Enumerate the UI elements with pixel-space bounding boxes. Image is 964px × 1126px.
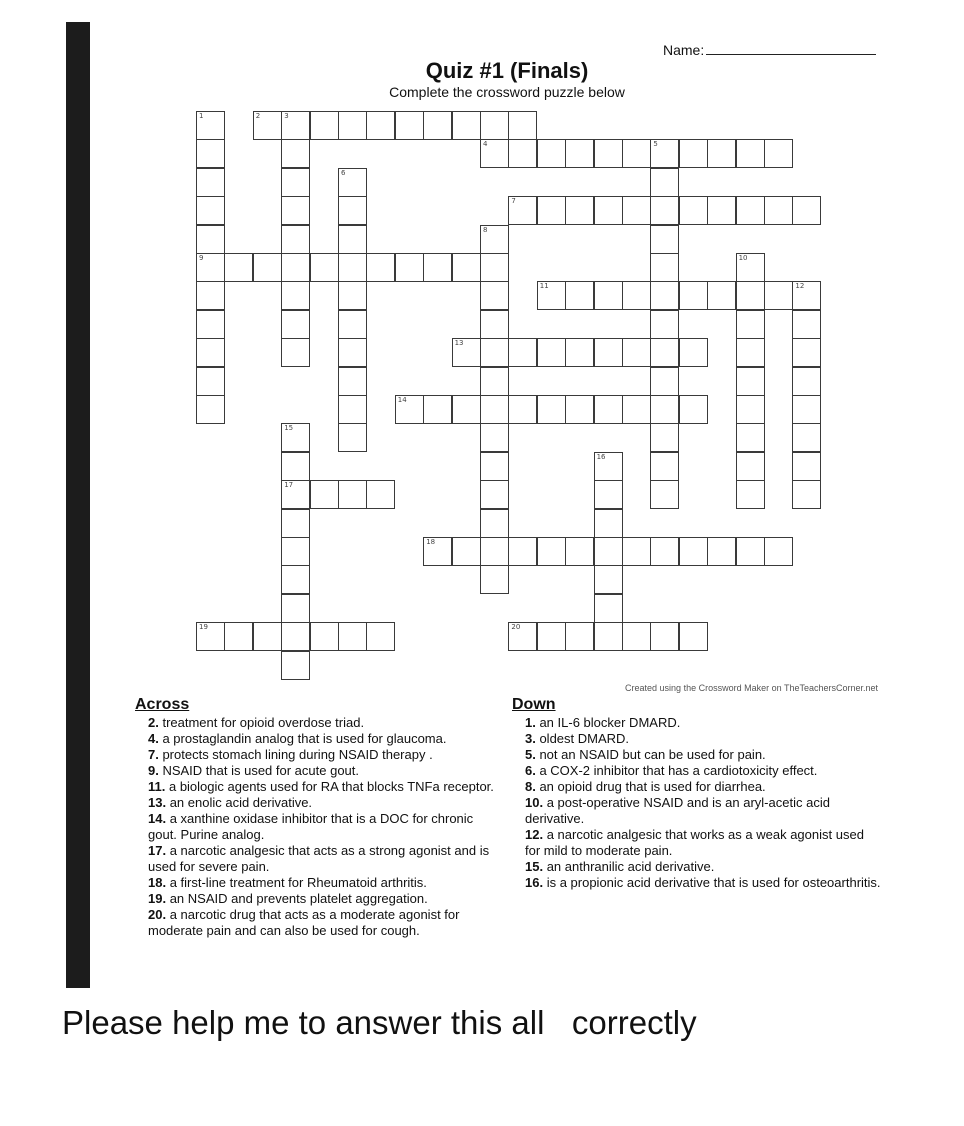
crossword-cell[interactable]	[565, 139, 594, 168]
crossword-cell[interactable]	[679, 196, 708, 225]
crossword-cell[interactable]	[338, 310, 367, 339]
crossword-cell[interactable]	[338, 196, 367, 225]
crossword-cell[interactable]	[480, 338, 509, 367]
crossword-cell[interactable]	[594, 480, 623, 509]
crossword-cell[interactable]	[594, 139, 623, 168]
down-clue-10: 10. a post-operative NSAID and is an aryl-acetic acid derivative.	[525, 795, 830, 826]
crossword-cell[interactable]	[480, 139, 509, 168]
crossword-cell[interactable]	[594, 338, 623, 367]
crossword-cell[interactable]	[736, 196, 765, 225]
crossword-cell[interactable]	[650, 480, 679, 509]
crossword-cell[interactable]	[281, 338, 310, 367]
crossword-cell[interactable]	[792, 196, 821, 225]
crossword-cell[interactable]	[537, 537, 566, 566]
across-clue-7: 7. protects stomach lining during NSAID therapy .	[148, 747, 433, 762]
across-clue-9: 9. NSAID that is used for acute gout.	[148, 763, 360, 778]
crossword-cell[interactable]	[338, 395, 367, 424]
crossword-cell[interactable]	[253, 622, 282, 651]
crossword-cell[interactable]	[537, 196, 566, 225]
crossword-cell[interactable]	[650, 168, 679, 197]
crossword-cell[interactable]	[480, 537, 509, 566]
crossword-cell[interactable]	[452, 253, 481, 282]
crossword-cell[interactable]	[650, 622, 679, 651]
crossword-cell[interactable]	[508, 139, 537, 168]
crossword-cell[interactable]	[594, 395, 623, 424]
crossword-cell[interactable]	[594, 622, 623, 651]
crossword-cell[interactable]	[792, 395, 821, 424]
clue-number-9: 9	[199, 254, 204, 262]
crossword-cell[interactable]	[565, 537, 594, 566]
across-clue-2: 2. treatment for opioid overdose triad.	[148, 715, 365, 730]
clue-number-12: 12	[795, 282, 805, 291]
crossword-cell[interactable]	[792, 452, 821, 481]
across-clue-13: 13. an enolic acid derivative.	[148, 795, 313, 810]
across-heading: Across	[135, 696, 190, 713]
across-clue-18: 18. a first-line treatment for Rheumatoid arthritis.	[148, 875, 427, 890]
crossword-cell[interactable]	[281, 281, 310, 310]
crossword-cell[interactable]	[594, 196, 623, 225]
crossword-cell[interactable]	[196, 225, 225, 254]
crossword-cell[interactable]	[281, 168, 310, 197]
crossword-cell[interactable]	[508, 622, 537, 651]
crossword-cell[interactable]	[281, 622, 310, 651]
crossword-cell[interactable]	[650, 281, 679, 310]
crossword-cell[interactable]	[679, 139, 708, 168]
crossword-cell[interactable]	[281, 139, 310, 168]
crossword-cell[interactable]	[736, 395, 765, 424]
crossword-cell[interactable]	[395, 111, 424, 140]
crossword-cell[interactable]	[650, 395, 679, 424]
crossword-cell[interactable]	[338, 168, 367, 197]
crossword-cell[interactable]	[480, 452, 509, 481]
crossword-cell[interactable]	[452, 111, 481, 140]
across-clue-4: 4. a prostaglandin analog that is used for glaucoma.	[148, 731, 447, 746]
across-clue-19: 19. an NSAID and prevents platelet aggregation.	[148, 891, 428, 906]
crossword-cell[interactable]	[622, 338, 651, 367]
clue-number-16: 16	[596, 452, 606, 461]
crossword-cell[interactable]	[366, 480, 395, 509]
crossword-cell[interactable]	[650, 310, 679, 339]
clue-number-3: 3	[284, 112, 289, 120]
crossword-cell[interactable]	[366, 111, 395, 140]
crossword-cell[interactable]	[736, 281, 765, 310]
crossword-cell[interactable]	[281, 480, 310, 509]
crossword-cell[interactable]	[736, 139, 765, 168]
crossword-cell[interactable]	[537, 395, 566, 424]
crossword-cell[interactable]	[594, 281, 623, 310]
crossword-cell[interactable]	[395, 253, 424, 282]
down-clue-16: 16. is a propionic acid derivative that is used for osteoarthritis.	[525, 875, 881, 890]
clue-number-20: 20	[511, 623, 521, 632]
crossword-cell[interactable]	[565, 338, 594, 367]
down-clue-1: 1. an IL-6 blocker DMARD.	[525, 715, 681, 730]
crossword-cell[interactable]	[508, 111, 537, 140]
crossword-cell[interactable]	[679, 395, 708, 424]
clue-number-15: 15	[284, 424, 294, 433]
crossword-cell[interactable]	[537, 338, 566, 367]
clue-number-14: 14	[397, 396, 407, 404]
crossword-cell[interactable]	[764, 196, 793, 225]
crossword-cell[interactable]	[707, 537, 736, 566]
clue-number-17: 17	[284, 481, 294, 490]
crossword-credit: Created using the Crossword Maker on TheTeachersCorner.net	[625, 683, 878, 693]
crossword-cell[interactable]	[310, 253, 339, 282]
down-heading: Down	[512, 696, 556, 713]
crossword-cell[interactable]	[196, 310, 225, 339]
crossword-cell[interactable]	[423, 253, 452, 282]
crossword-cell[interactable]	[480, 111, 509, 140]
crossword-cell[interactable]	[310, 480, 339, 509]
across-clue-list	[148, 715, 504, 939]
crossword-cell[interactable]	[281, 111, 310, 140]
clue-number-6: 6	[341, 168, 346, 177]
crossword-cell[interactable]	[650, 423, 679, 452]
crossword-cell[interactable]	[679, 281, 708, 310]
crossword-cell[interactable]	[281, 253, 310, 282]
crossword-cell[interactable]	[736, 253, 765, 282]
crossword-cell[interactable]	[480, 423, 509, 452]
clue-number-5: 5	[653, 140, 658, 149]
across-clue-20: 20. a narcotic drug that acts as a moderate agonist for moderate pain and can also be used for cough.	[148, 907, 460, 938]
crossword-cell[interactable]	[736, 310, 765, 339]
crossword-cell[interactable]	[196, 338, 225, 367]
clue-number-11: 11	[539, 282, 549, 291]
crossword-cell[interactable]	[423, 111, 452, 140]
crossword-cell[interactable]	[792, 338, 821, 367]
crossword-cell[interactable]	[650, 196, 679, 225]
crossword-cell[interactable]	[650, 338, 679, 367]
clue-number-4: 4	[483, 140, 488, 149]
clue-number-2: 2	[255, 112, 261, 120]
crossword-cell[interactable]	[480, 253, 509, 282]
clue-number-10: 10	[738, 254, 748, 262]
down-clue-15: 15. an anthranilic acid derivative.	[525, 859, 715, 874]
crossword-cell[interactable]	[281, 452, 310, 481]
crossword-cell[interactable]	[622, 537, 651, 566]
crossword-cell[interactable]	[366, 253, 395, 282]
crossword-cell[interactable]	[281, 651, 310, 680]
crossword-cell[interactable]	[452, 338, 481, 367]
crossword-cell[interactable]	[622, 395, 651, 424]
crossword-cell[interactable]	[281, 310, 310, 339]
quiz-title: Quiz #1 (Finals)	[425, 58, 589, 83]
crossword-cell[interactable]	[310, 622, 339, 651]
across-clue-14: 14. a xanthine oxidase inhibitor that is a DOC for chronic gout. Purine analog.	[148, 811, 474, 842]
crossword-cell[interactable]	[281, 225, 310, 254]
crossword-cell[interactable]	[338, 253, 367, 282]
crossword-cell[interactable]	[508, 395, 537, 424]
crossword-cell[interactable]	[736, 452, 765, 481]
down-clue-12: 12. a narcotic analgesic that works as a weak agonist used for mild to moderate pain.	[525, 827, 864, 858]
crossword-cell[interactable]	[707, 281, 736, 310]
crossword-cell[interactable]	[622, 281, 651, 310]
down-clue-6: 6. a COX-2 inhibitor that has a cardiotoxicity effect.	[525, 763, 818, 778]
crossword-cell[interactable]	[196, 111, 225, 140]
crossword-cell[interactable]	[196, 139, 225, 168]
crossword-cell[interactable]	[537, 281, 566, 310]
crossword-cell[interactable]	[281, 196, 310, 225]
crossword-cell[interactable]	[650, 367, 679, 396]
crossword-cell[interactable]	[508, 537, 537, 566]
crossword-cell[interactable]	[480, 509, 509, 538]
crossword-cell[interactable]	[338, 225, 367, 254]
crossword-cell[interactable]	[650, 225, 679, 254]
crossword-cell[interactable]	[792, 367, 821, 396]
down-clue-5: 5. not an NSAID but can be used for pain.	[525, 747, 766, 762]
crossword-cell[interactable]	[281, 594, 310, 623]
crossword-cell[interactable]	[594, 594, 623, 623]
crossword-cell[interactable]	[224, 253, 253, 282]
crossword-cell[interactable]	[196, 281, 225, 310]
crossword-cell[interactable]	[196, 168, 225, 197]
crossword-cell[interactable]	[622, 622, 651, 651]
crossword-cell[interactable]	[281, 423, 310, 452]
crossword-cell[interactable]	[594, 509, 623, 538]
crossword-cell[interactable]	[565, 196, 594, 225]
across-clue-11: 11. a biologic agents used for RA that blocks TNFa receptor.	[148, 779, 494, 794]
crossword-cell[interactable]	[452, 537, 481, 566]
down-clue-list	[525, 715, 881, 891]
crossword-cell[interactable]	[281, 509, 310, 538]
clue-number-1: 1	[199, 112, 204, 120]
crossword-cell[interactable]	[736, 537, 765, 566]
crossword-cell[interactable]	[423, 537, 452, 566]
clue-number-18: 18	[426, 538, 436, 546]
crossword-cell[interactable]	[792, 480, 821, 509]
crossword-cell[interactable]	[537, 622, 566, 651]
crossword-cell[interactable]	[594, 452, 623, 481]
clue-number-7: 7	[511, 197, 516, 206]
crossword-cell[interactable]	[224, 622, 253, 651]
crossword-cell[interactable]	[792, 423, 821, 452]
crossword-cell[interactable]	[338, 622, 367, 651]
crossword-cell[interactable]	[736, 338, 765, 367]
crossword-cell[interactable]	[338, 367, 367, 396]
clue-number-8: 8	[483, 225, 488, 234]
crossword-cell[interactable]	[679, 338, 708, 367]
crossword-cell[interactable]	[764, 537, 793, 566]
crossword-cell[interactable]	[565, 281, 594, 310]
crossword-cell[interactable]	[480, 367, 509, 396]
crossword-cell[interactable]	[565, 622, 594, 651]
crossword-cell[interactable]	[338, 423, 367, 452]
crossword-cell[interactable]	[452, 395, 481, 424]
crossword-cell[interactable]	[764, 139, 793, 168]
clue-number-13: 13	[454, 339, 464, 348]
crossword-cell[interactable]	[707, 139, 736, 168]
crossword-cell[interactable]	[338, 480, 367, 509]
crossword-cell[interactable]	[196, 196, 225, 225]
crossword-cell[interactable]	[310, 111, 339, 140]
across-clue-17: 17. a narcotic analgesic that acts as a strong agonist and is used for severe pain.	[148, 843, 490, 874]
crossword-cell[interactable]	[679, 537, 708, 566]
crossword-cell[interactable]	[196, 253, 225, 282]
crossword-cell[interactable]	[196, 367, 225, 396]
crossword-cell[interactable]	[480, 480, 509, 509]
crossword-cell[interactable]	[395, 395, 424, 424]
crossword-cell[interactable]	[508, 196, 537, 225]
crossword-cell[interactable]	[480, 225, 509, 254]
crossword-cell[interactable]	[622, 139, 651, 168]
crossword-cell[interactable]	[537, 139, 566, 168]
crossword-cell[interactable]	[253, 253, 282, 282]
crossword-cell[interactable]	[792, 310, 821, 339]
crossword-cell[interactable]	[196, 395, 225, 424]
crossword-cell[interactable]	[764, 281, 793, 310]
crossword-cell[interactable]	[281, 537, 310, 566]
crossword-cell[interactable]	[480, 281, 509, 310]
crossword-cell[interactable]	[338, 281, 367, 310]
name-label: Name:	[663, 42, 705, 58]
crossword-cell[interactable]	[366, 622, 395, 651]
crossword-cell[interactable]	[622, 196, 651, 225]
crossword-cell[interactable]	[253, 111, 282, 140]
crossword-cell[interactable]	[650, 253, 679, 282]
crossword-cell[interactable]	[650, 139, 679, 168]
clue-number-19: 19	[199, 623, 208, 632]
crossword-cell[interactable]	[679, 622, 708, 651]
crossword-cell[interactable]	[594, 537, 623, 566]
crossword-cell[interactable]	[650, 452, 679, 481]
crossword-cell[interactable]	[736, 423, 765, 452]
down-clue-3: 3. oldest DMARD.	[525, 731, 630, 746]
crossword-cell[interactable]	[480, 565, 509, 594]
crossword-cell[interactable]	[423, 395, 452, 424]
crossword-cell[interactable]	[792, 281, 821, 310]
crossword-cell[interactable]	[565, 395, 594, 424]
quiz-subtitle: Complete the crossword puzzle below	[389, 84, 625, 100]
crossword-cell[interactable]	[281, 565, 310, 594]
crossword-cell[interactable]	[736, 480, 765, 509]
crossword-cell[interactable]	[480, 395, 509, 424]
down-clue-8: 8. an opioid drug that is used for diarrhea.	[525, 779, 766, 794]
crossword-cell[interactable]	[508, 338, 537, 367]
crossword-cell[interactable]	[594, 565, 623, 594]
crossword-cell[interactable]	[338, 338, 367, 367]
crossword-cell[interactable]	[196, 622, 225, 651]
crossword-cell[interactable]	[480, 310, 509, 339]
crossword-cell[interactable]	[736, 367, 765, 396]
crossword-cell[interactable]	[650, 537, 679, 566]
help-request-text: Please help me to answer this all correctly	[62, 1004, 697, 1041]
crossword-cell[interactable]	[707, 196, 736, 225]
crossword-cell[interactable]	[338, 111, 367, 140]
